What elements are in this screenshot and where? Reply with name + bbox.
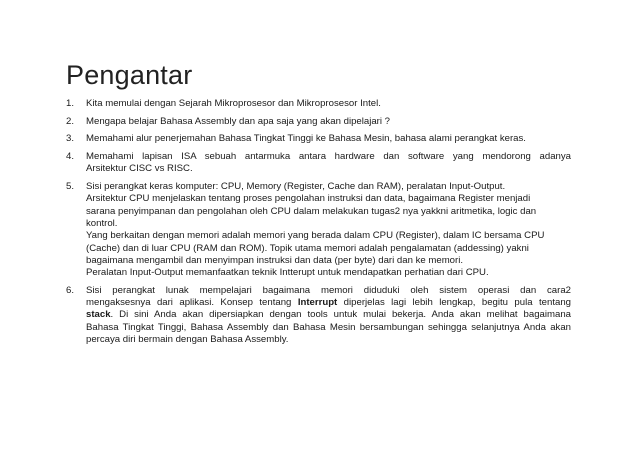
text-line: Memahami lapisan ISA sebuah antarmuka antara hardware dan software yang mendorong adanya bbox=[86, 151, 571, 163]
numbered-list bbox=[66, 98, 571, 352]
text-line-with-emphasis bbox=[86, 297, 571, 309]
text-line: (Cache) dan di luar CPU (RAM dan ROM). Topik utama memori adalah pengalamatan (addessing) yakni bbox=[86, 242, 529, 254]
list-item bbox=[66, 285, 571, 346]
list-item bbox=[66, 98, 571, 110]
text-line: Kita memulai dengan Sejarah Mikroprosesor dan Mikroprosesor Intel. bbox=[86, 98, 381, 109]
list-item bbox=[66, 116, 571, 128]
list-item-text bbox=[86, 181, 571, 279]
text-line: Bahasa Tingkat Tinggi, Bahasa Assembly dan Bahasa Mesin bersambungan sehingga selanjutnya Anda akan bbox=[86, 321, 571, 333]
text-line: percaya diri bermain dengan Bahasa Assembly. bbox=[86, 334, 289, 345]
page-title: Pengantar bbox=[66, 60, 193, 90]
list-item bbox=[66, 151, 571, 176]
list-item bbox=[66, 133, 571, 145]
text-segment: diperjelas lagi lebih lengkap, begitu pula tentang bbox=[337, 297, 571, 309]
text-segment: . Di sini Anda akan dipersiapkan dengan tools untuk mulai bekerja. Anda akan melihat bagaimana bbox=[110, 309, 571, 321]
text-line: Sisi perangkat keras komputer: CPU, Memory (Register, Cache dan RAM), peralatan Input-Output. bbox=[86, 181, 506, 193]
emphasis-stack: stack bbox=[86, 309, 111, 321]
emphasis-interrupt: Interrupt bbox=[297, 297, 338, 309]
text-line: Peralatan Input-Output memanfaatkan teknik Intterupt untuk mendapatkan perhatian dari CPU. bbox=[86, 267, 489, 279]
list-item-text bbox=[86, 285, 571, 346]
text-line: Arsitektur CPU menjelaskan tentang proses pengolahan instruksi dan data, bagaimana Register menjadi bbox=[86, 193, 531, 205]
text-line: Arsitektur CISC vs RISC. bbox=[86, 163, 193, 175]
text-line: sarana penyimpanan dan pengolahan oleh CPU dalam melakukan tugas2 nya yakkni aritmetika, logic dan bbox=[86, 205, 537, 217]
list-item-text bbox=[86, 133, 571, 145]
list-number: 1. bbox=[66, 98, 75, 109]
text-segment: mengaksesnya dari aplikasi. Konsep tentang bbox=[86, 297, 298, 309]
list-item-text bbox=[86, 116, 571, 128]
text-line: Memahami alur penerjemahan Bahasa Tingkat Tinggi ke Bahasa Mesin, bahasa alami perangkat keras. bbox=[86, 133, 526, 145]
list-item-text bbox=[86, 98, 571, 110]
list-number: 3. bbox=[66, 133, 75, 145]
text-line: kontrol. bbox=[86, 217, 118, 229]
list-number: 4. bbox=[66, 151, 75, 163]
text-line-with-emphasis bbox=[86, 309, 571, 321]
text-line: Sisi perangkat lunak mempelajari bagaimana memori diduduki oleh sistem operasi dan cara2 bbox=[86, 284, 571, 296]
text-line: bagaimana mengambil dan menyimpan instruksi dan data (per byte) dari dan ke memori. bbox=[86, 254, 464, 266]
list-item-text bbox=[86, 151, 571, 176]
list-number: 5. bbox=[66, 181, 75, 193]
text-line: Yang berkaitan dengan memori adalah memori yang berada dalam CPU (Register), dalam IC bersama CPU bbox=[86, 230, 545, 242]
text-line: Mengapa belajar Bahasa Assembly dan apa saja yang akan dipelajari ? bbox=[86, 115, 391, 127]
list-number: 2. bbox=[66, 115, 75, 127]
list-item bbox=[66, 181, 571, 279]
list-number: 6. bbox=[66, 284, 75, 296]
